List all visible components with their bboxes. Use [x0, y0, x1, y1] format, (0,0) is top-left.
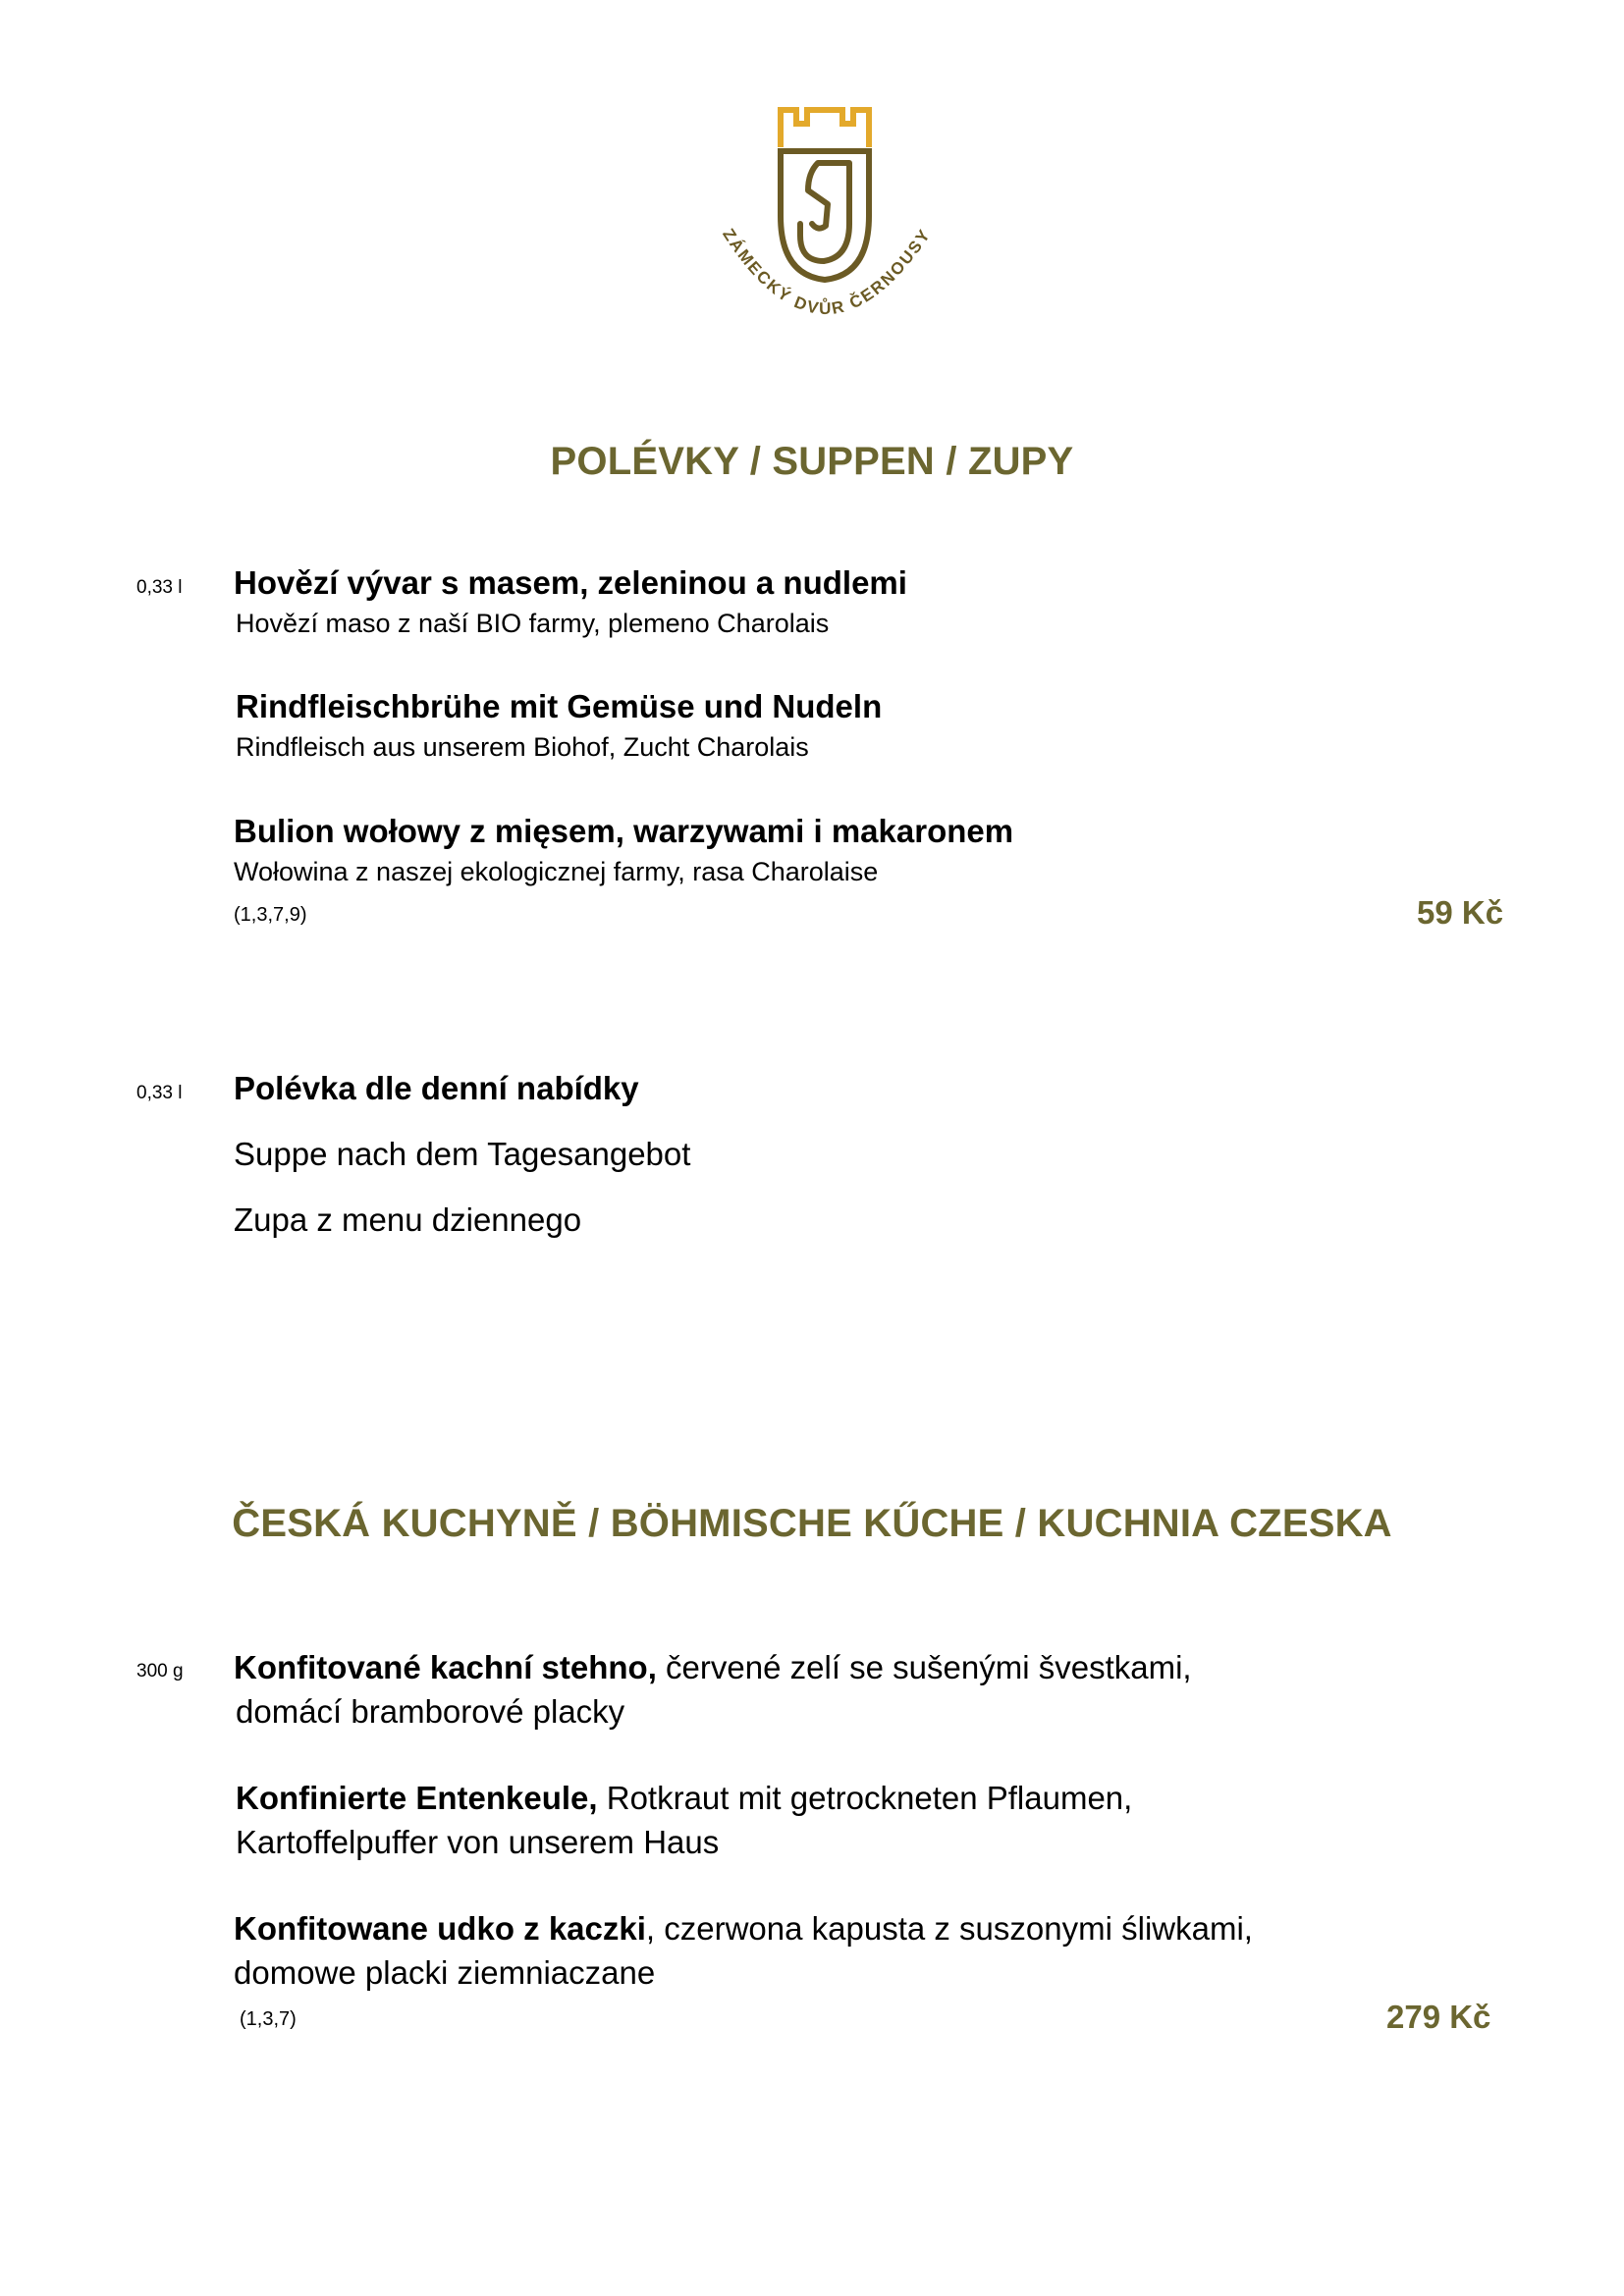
section-heading-czech-cuisine: ČESKÁ KUCHYNĚ / BÖHMISCHE KŰCHE / KUCHNIA CZESKA	[232, 1502, 1392, 1545]
item-text-de	[236, 1780, 1132, 1817]
logo-horse-icon	[800, 163, 849, 261]
item-text-pl	[234, 1910, 1253, 1948]
item-price: 279 Kč	[1386, 1999, 1491, 2035]
item-title-cz: Hovězí vývar s masem, zeleninou a nudlemi	[234, 564, 907, 601]
item-text-cz	[234, 1649, 1192, 1686]
restaurant-logo	[702, 98, 947, 334]
item-title-de: Konfinierte Entenkeule,	[236, 1780, 598, 1816]
item-title-cz: Polévka dle denní nabídky	[234, 1070, 639, 1106]
section-heading-soups: POLÉVKY / SUPPEN / ZUPY	[550, 440, 1074, 483]
item-desc-de: Rindfleisch aus unserem Biohof, Zucht Charolais	[236, 732, 809, 762]
allergen-codes: (1,3,7,9)	[234, 904, 307, 926]
item-desc-cz: Hovězí maso z naší BIO farmy, plemeno Charolais	[236, 609, 830, 638]
item-title-pl: Bulion wołowy z mięsem, warzywami i makaronem	[234, 813, 1014, 849]
item-quantity: 0,33 l	[136, 577, 183, 598]
item-desc-cz-line2: domácí bramborové placky	[236, 1693, 625, 1730]
item-title-de: Rindfleischbrühe mit Gemüse und Nudeln	[236, 688, 883, 724]
item-desc-pl: Wołowina z naszej ekologicznej farmy, rasa Charolaise	[234, 857, 879, 886]
item-text-pl: Zupa z menu dziennego	[234, 1201, 582, 1238]
item-price: 59 Kč	[1417, 894, 1504, 931]
allergen-codes: (1,3,7)	[240, 2008, 297, 2030]
item-desc-de-line2: Kartoffelpuffer von unserem Haus	[236, 1824, 720, 1860]
item-desc-cz: červené zelí se sušenými švestkami,	[656, 1649, 1192, 1685]
logo-text: ZÁMECKÝ DVŮR ČERNOUSY	[719, 225, 935, 319]
item-title-pl: Konfitowane udko z kaczki	[234, 1910, 646, 1947]
item-desc-de: Rotkraut mit getrockneten Pflaumen,	[597, 1780, 1133, 1816]
logo-crown	[781, 110, 869, 147]
item-desc-pl: , czerwona kapusta z suszonymi śliwkami,	[645, 1910, 1253, 1947]
item-desc-pl-line2: domowe placki ziemniaczane	[234, 1954, 656, 1991]
item-text-de: Suppe nach dem Tagesangebot	[234, 1136, 691, 1172]
item-title-cz: Konfitované kachní stehno,	[234, 1649, 657, 1685]
item-quantity: 300 g	[136, 1661, 184, 1682]
item-quantity: 0,33 l	[136, 1083, 183, 1103]
